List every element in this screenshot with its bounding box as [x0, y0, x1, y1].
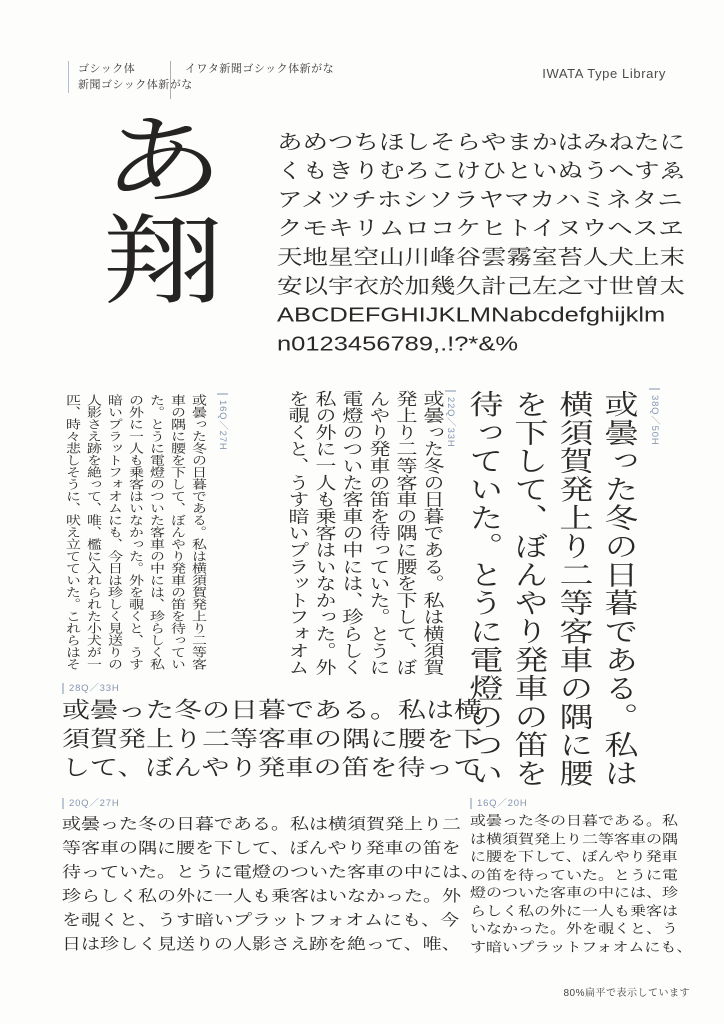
sample-line: 須賀発上り二等客車の隅に腰を下 [62, 726, 483, 752]
sample-line: に腰を下して、ぼんやり発車 [470, 850, 678, 865]
charset-line: ABCDEFGHIJKLMNabcdefghijklm [277, 304, 666, 327]
sample-line: 珍らしく私の外に一人も乗客はいなかった。外 [62, 888, 462, 905]
size-label-16q27: 16Q／27H [217, 393, 228, 450]
size-label-16q20: 16Q／20H [470, 798, 527, 809]
size-label-38q: 38Q／50H [649, 388, 660, 445]
sample-line: 或曇った冬の日暮である。私は横 [62, 697, 483, 723]
vertical-column: 待っていた。とうに電燈のつい [464, 390, 502, 788]
sample-line: 日は珍しく見送りの人影さえ跡を絶って、唯、 [62, 936, 461, 953]
sample-line: して、ぼんやり発車の笛を待って [62, 755, 482, 780]
sample-line: 或曇った冬の日暮である。私 [470, 814, 679, 829]
sample-line: は横須賀発上り二等客車の隅 [470, 832, 679, 847]
classification-category: ゴシック体 [78, 63, 136, 75]
charset-line: あめつちほしそらやまかはみねたに [277, 131, 686, 154]
vertical-column: 発上り二等客車の隅に腰を下して、ぼ [394, 390, 417, 676]
vertical-column: 電燈のついた客車の中には、珍らしく [340, 390, 363, 676]
charset-specimen [277, 128, 685, 358]
horizontal-sample-28q [62, 696, 482, 782]
charset-line: 天地星空山川峰谷雲霧室苔人犬上末 [277, 246, 686, 269]
horizontal-sample-20q [62, 813, 480, 957]
vertical-column: 私の外に一人も乗客はいなかった。外 [313, 390, 336, 676]
vertical-column: 匹、時々悲しそうに、吠え立てていた。これらはそ [64, 394, 81, 670]
vertical-column: 人影さえ跡を絶って、唯、檻に入れられた小犬が一 [85, 394, 102, 670]
charset-line: アメツチホシソラヤマカハミネタニ [277, 188, 683, 212]
vertical-sample-38q [458, 390, 640, 790]
sample-line: らしく私の外に一人も乗客は [470, 904, 679, 919]
vertical-column: 暗いプラットフォオムにも、今日は珍しく見送りの [106, 394, 123, 670]
classification-style: 新聞ゴシック体新がな [78, 79, 193, 91]
horizontal-sample-16q [470, 813, 692, 957]
display-glyphs [98, 107, 228, 316]
vertical-column: の外に一人も乗客はいなかった。外を覗くと、うす [127, 394, 144, 670]
vertical-column: 車の隅に腰を下して、ぼんやり発車の笛を待ってい [169, 394, 186, 670]
vertical-column: 横須賀発上り二等客車の隅に腰 [554, 390, 592, 788]
size-label-28q: 28Q／33H [62, 683, 119, 694]
sample-line: 待っていた。とうに電燈のついた客車の中には、 [62, 864, 481, 881]
sample-line: 或曇った冬の日暮である。私は横須賀発上り二 [62, 816, 462, 833]
sample-line: 燈のついた客車の中には、珍 [470, 886, 679, 901]
font-name-header [170, 61, 334, 99]
vertical-column: んやり発車の笛を待っていた。とうに [367, 390, 390, 676]
sample-line: 等客車の隅に腰を下して、ぼんやり発車の笛を [62, 840, 461, 857]
display-glyph-kana: あ [102, 107, 224, 216]
vertical-sample-22q [282, 390, 446, 678]
vertical-column: を下して、ぼんやり発車の笛を [509, 390, 547, 788]
charset-line: クモキリムロコケヒトイヌウヘスヱ [277, 217, 684, 240]
size-label-20q: 20Q／27H [62, 798, 119, 809]
sample-line: の笛を待っていた。とうに電 [470, 868, 679, 883]
sample-line: を覗くと、うす暗いプラットフォオムにも、今 [62, 912, 460, 929]
charset-line: 安以宇衣於加幾久計己左之寸世曽太 [277, 275, 686, 298]
display-condition-note: 80%扁平で表示しています [563, 988, 690, 999]
vertical-column: 或曇った冬の日暮である。私は [599, 390, 637, 788]
charset-line: くもきりむろこけひといぬうへすゑ [277, 160, 686, 183]
vertical-column: た。とうに電燈のついた客車の中には、珍らしく私 [148, 394, 165, 670]
charset-line: n0123456789,.!?*&% [277, 332, 519, 356]
library-name: IWATA Type Library [542, 66, 666, 81]
vertical-sample-16q [62, 394, 209, 674]
display-glyph-kanji: 翔 [102, 207, 224, 316]
vertical-column: 或曇った冬の日暮である。私は横須賀 [421, 390, 444, 676]
font-name-label: イワタ新聞ゴシック体新がな [185, 63, 335, 75]
sample-line: いなかった。外を覗くと、う [470, 922, 679, 937]
vertical-column: を覗くと、うす暗いプラットフォオム [286, 390, 309, 676]
vertical-column: 或曇った冬の日暮である。私は横須賀発上り二等客 [190, 394, 207, 670]
sample-line: す暗いプラットフォオムにも、 [470, 940, 693, 955]
size-label-22q: 22Q／33H [445, 390, 456, 447]
